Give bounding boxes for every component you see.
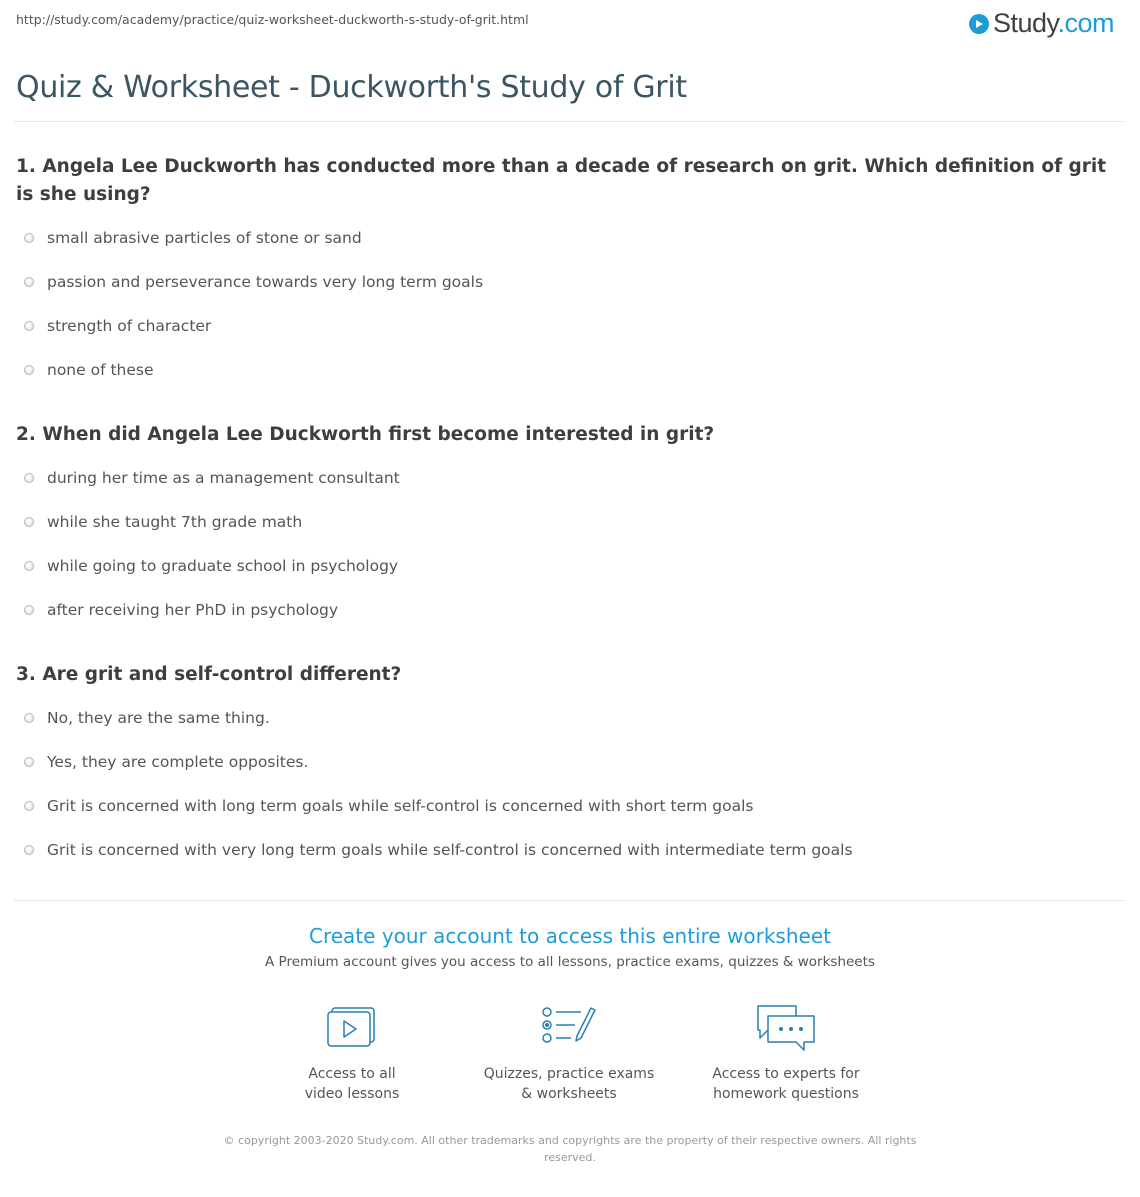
radio-button[interactable] (24, 757, 34, 767)
radio-button[interactable] (24, 845, 34, 855)
answer-option[interactable] (24, 316, 211, 336)
feature-experts (686, 1004, 886, 1104)
divider (14, 900, 1124, 901)
radio-button[interactable] (24, 713, 34, 723)
top-bar (0, 0, 1140, 48)
radio-button[interactable] (24, 233, 34, 243)
radio-button[interactable] (24, 801, 34, 811)
option-label: passion and perseverance towards very long term goals (47, 273, 484, 291)
copyright-notice: © copyright 2003-2020 Study.com. All other trademarks and copyrights are the property of their respective owners. All rights reserved. (223, 1134, 917, 1164)
option-label: small abrasive particles of stone or sand (47, 229, 362, 247)
answer-option[interactable] (24, 600, 338, 620)
logo-wordmark: Study.com (992, 8, 1114, 38)
option-label: while going to graduate school in psychology (47, 557, 399, 575)
answer-option[interactable] (24, 272, 483, 292)
option-label: strength of character (47, 317, 212, 335)
question-2: 2. When did Angela Lee Duckworth first become interested in grit? (16, 424, 715, 445)
radio-button[interactable] (24, 517, 34, 527)
feature-quizzes (469, 1004, 669, 1104)
radio-button[interactable] (24, 365, 34, 375)
radio-button[interactable] (24, 277, 34, 287)
quiz-checklist-icon (469, 1004, 669, 1060)
answer-option[interactable] (24, 708, 270, 728)
feature-video-lessons (252, 1004, 452, 1104)
radio-button[interactable] (24, 321, 34, 331)
option-label: after receiving her PhD in psychology (47, 601, 339, 619)
question-1: 1. Angela Lee Duckworth has conducted more than a decade of research on grit. Which definition of grit is she using? (16, 156, 1107, 205)
divider (14, 121, 1124, 122)
radio-button[interactable] (24, 473, 34, 483)
question-3: 3. Are grit and self-control different? (16, 664, 402, 685)
answer-option[interactable] (24, 512, 302, 532)
option-label: none of these (47, 361, 154, 379)
radio-button[interactable] (24, 561, 34, 571)
option-label: No, they are the same thing. (47, 709, 270, 727)
video-lessons-icon (252, 1004, 452, 1060)
option-label: while she taught 7th grade math (47, 513, 303, 531)
answer-option[interactable] (24, 556, 398, 576)
option-label: Yes, they are complete opposites. (47, 753, 309, 771)
feature-label: Quizzes, practice exams & worksheets (483, 1066, 655, 1102)
chat-bubbles-icon (686, 1004, 886, 1060)
feature-label: Access to all video lessons (304, 1066, 400, 1102)
play-logo-icon (969, 14, 989, 34)
feature-label: Access to experts for homework questions (712, 1066, 860, 1102)
answer-option[interactable] (24, 796, 753, 816)
answer-option[interactable] (24, 752, 308, 772)
radio-button[interactable] (24, 605, 34, 615)
page-url: http://study.com/academy/practice/quiz-worksheet-duckworth-s-study-of-grit.html (16, 12, 529, 27)
answer-option[interactable] (24, 840, 853, 860)
option-label: during her time as a management consultant (47, 469, 400, 487)
study-logo[interactable] (969, 8, 1114, 39)
answer-option[interactable] (24, 360, 154, 380)
cta-title[interactable]: Create your account to access this entire worksheet (309, 924, 831, 948)
answer-option[interactable] (24, 468, 400, 488)
answer-option[interactable] (24, 228, 362, 248)
page-title: Quiz & Worksheet - Duckworth's Study of Grit (16, 70, 687, 105)
cta-subtitle: A Premium account gives you access to all lessons, practice exams, quizzes & worksheets (265, 954, 875, 970)
option-label: Grit is concerned with long term goals while self-control is concerned with short term goals (47, 797, 754, 815)
option-label: Grit is concerned with very long term goals while self-control is concerned with intermediate term goals (47, 841, 853, 859)
